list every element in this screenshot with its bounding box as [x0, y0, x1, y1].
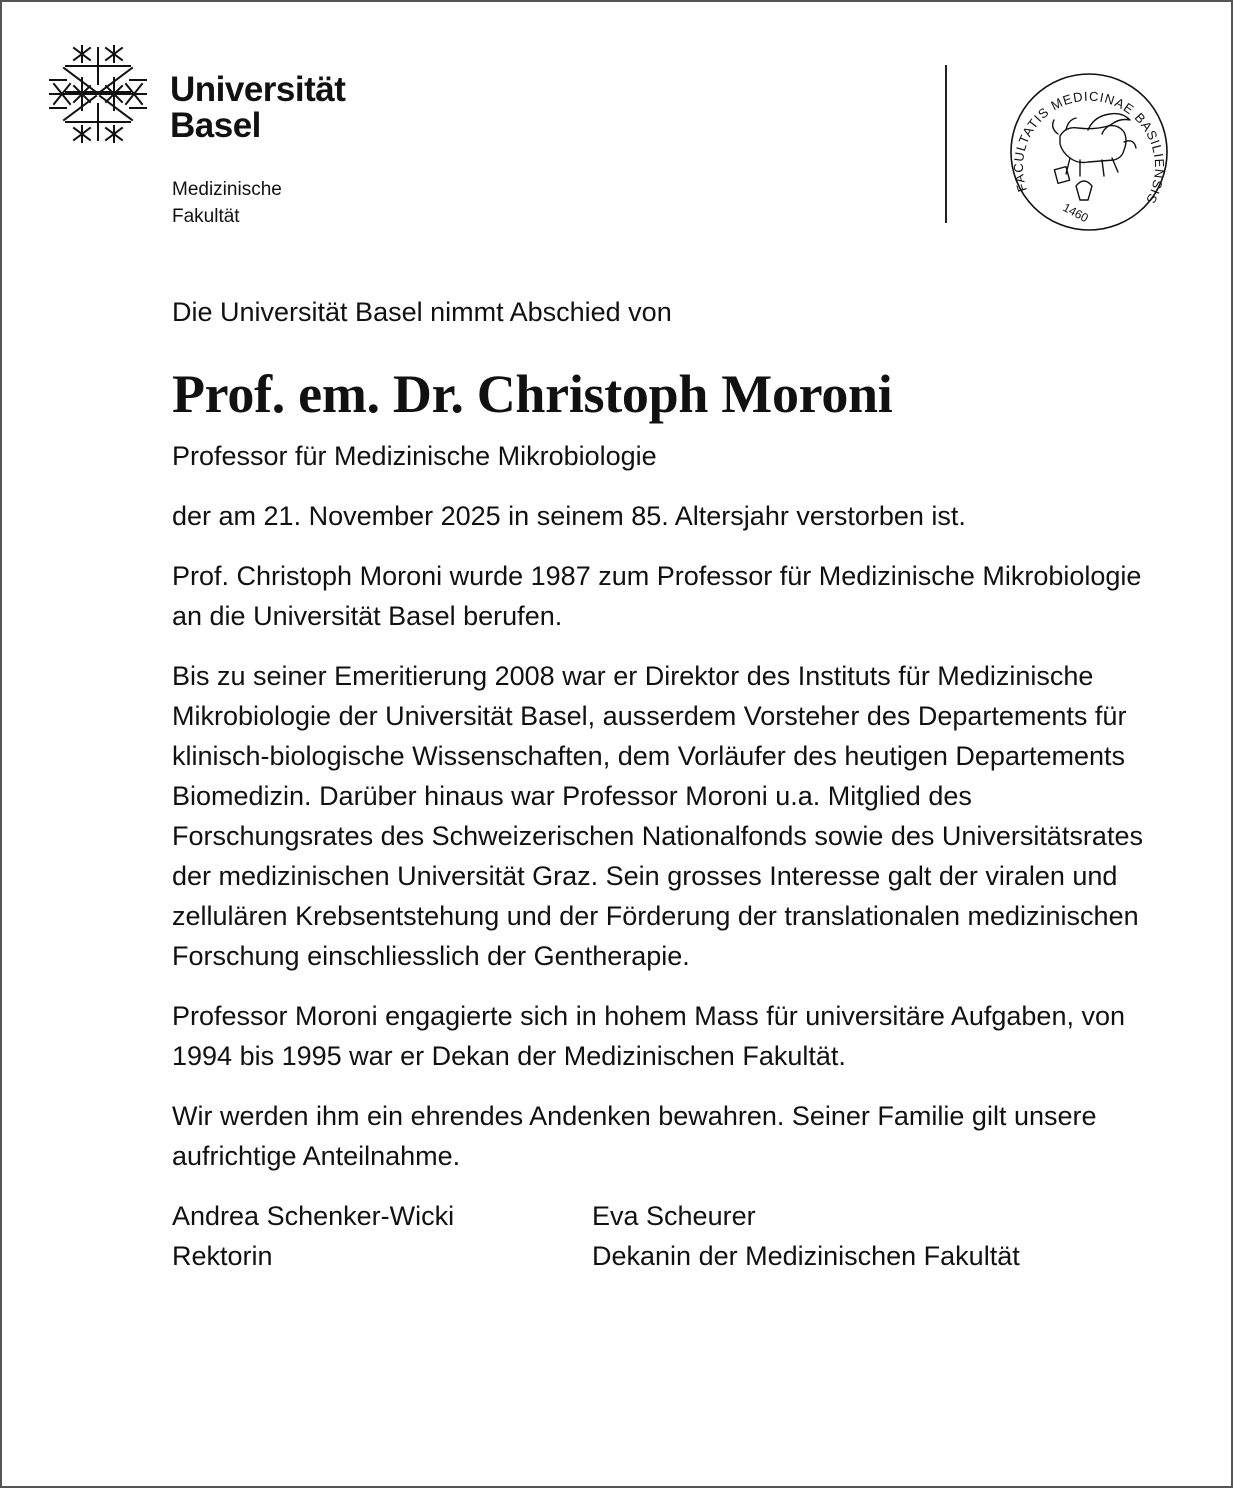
university-wordmark	[170, 72, 345, 144]
signatory-role: Rektorin	[172, 1241, 273, 1271]
paragraph-appointment: Prof. Christoph Moroni wurde 1987 zum Professor für Medizinische Mikrobiologie an die Universität Basel berufen.	[172, 561, 1142, 631]
paragraph-condolence: Wir werden ihm ein ehrendes Andenken bewahren. Seiner Familie gilt unsere aufrichtige Anteilnahme.	[172, 1101, 1097, 1171]
seal-text: FACULTATIS MEDICINAE BASILIENSIS	[1010, 88, 1168, 207]
signatory-dean	[592, 1196, 1172, 1276]
deceased-name: Prof. em. Dr. Christoph Moroni	[172, 364, 893, 424]
paragraph-death-date: der am 21. November 2025 in seinem 85. Altersjahr verstorben ist.	[172, 501, 966, 531]
signatory-name: Eva Scheurer	[592, 1201, 756, 1231]
faculty-label	[172, 176, 282, 230]
signatory-rector	[172, 1196, 592, 1276]
signatures	[172, 1196, 1172, 1276]
faculty-line-1: Medizinische	[172, 179, 282, 200]
seal-ox-figure	[1053, 114, 1136, 200]
faculty-seal-icon	[1004, 72, 1174, 232]
paragraph-career: Bis zu seiner Emeritierung 2008 war er Direktor des Instituts für Medizinische Mikrobiologie der Universität Basel, ausserdem Vorsteher des Departements für klinisch-biologische Wissenschaften, dem Vorläufer des heutigen Departements Biomedizin. Darüber hinaus war Professor Moroni u.a. Mitglied des Forschungsrates des Schweizerischen Nationalfonds sowie des Universitätsrates der medizinischen Universität Graz. Sein grosses Interesse galt der viralen und zellulären Krebsentstehung und der Förderung der translationalen medizinischen Forschung einschliesslich der Gentherapie.	[172, 661, 1143, 971]
signatory-role: Dekanin der Medizinischen Fakultät	[592, 1241, 1020, 1271]
wordmark-line-2: Basel	[170, 106, 261, 145]
svg-text:FACULTATIS MEDICINAE BASILIENS	[1011, 89, 1167, 207]
notice-body	[172, 292, 1172, 1276]
signatory-name: Andrea Schenker-Wicki	[172, 1201, 455, 1231]
intro-line: Die Universität Basel nimmt Abschied von	[172, 297, 672, 327]
faculty-line-2: Fakultät	[172, 206, 240, 227]
seal-year: 1460	[1060, 200, 1091, 226]
professorship-title: Professor für Medizinische Mikrobiologie	[172, 441, 657, 471]
paragraph-dean: Professor Moroni engagierte sich in hohem Mass für universitäre Aufgaben, von 1994 bis 1995 war er Dekan der Medizinischen Fakultät.	[172, 1001, 1126, 1071]
header-divider	[945, 65, 947, 223]
university-logo-icon	[46, 44, 150, 144]
wordmark-line-1: Universität	[170, 70, 346, 109]
